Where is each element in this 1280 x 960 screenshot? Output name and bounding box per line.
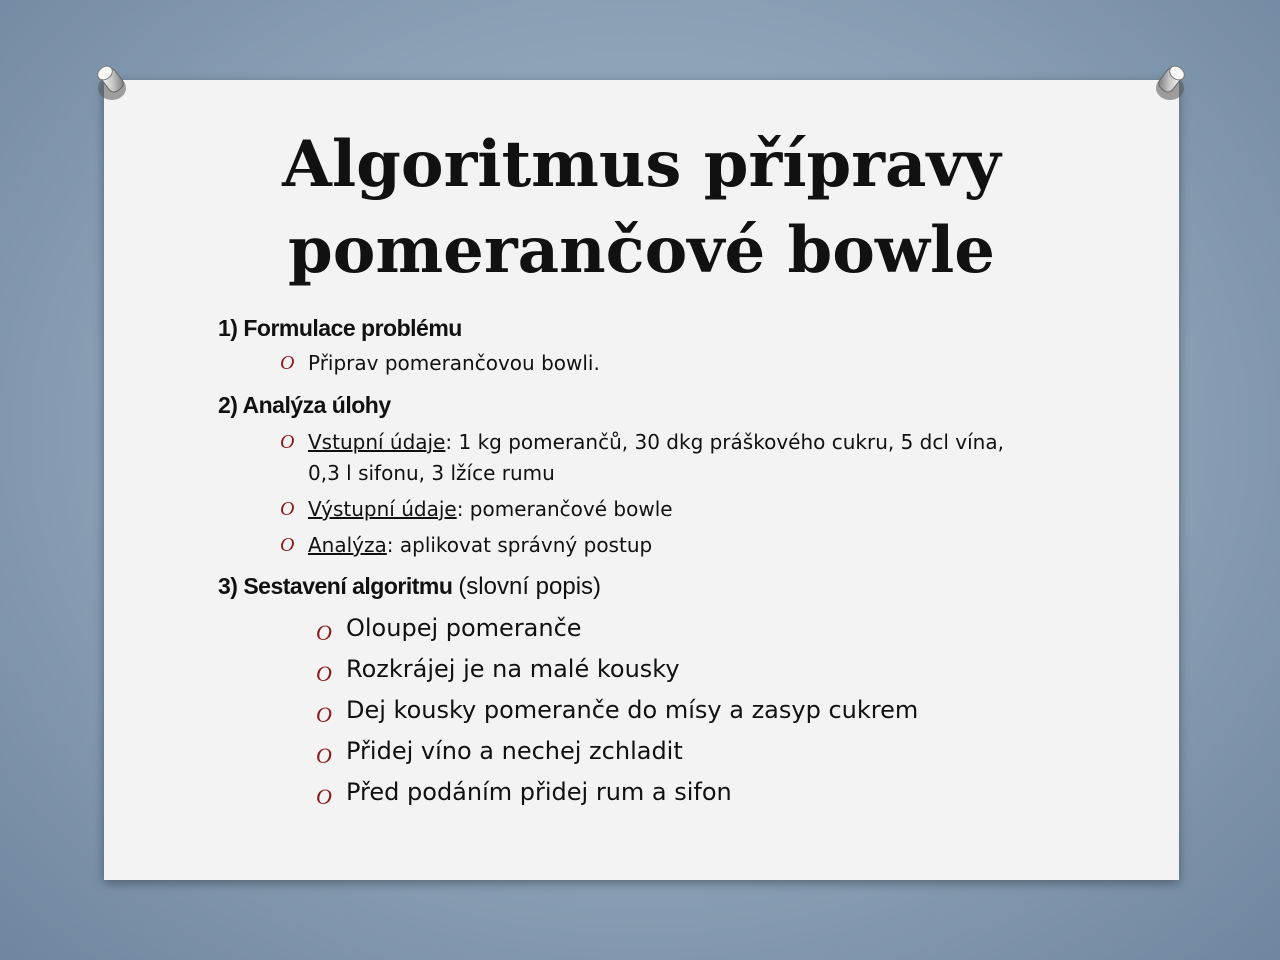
- problem-text: Připrav pomerančovou bowli.: [308, 351, 600, 375]
- step-item: [218, 690, 1138, 731]
- input-text-1: : 1 kg pomerančů, 30 dkg práškového cukru, 5 dcl vína,: [445, 430, 1004, 454]
- bullet-o-icon: O: [316, 743, 332, 768]
- section-heading-3-text: 3) Sestavení algoritmu: [218, 573, 453, 599]
- step-item: [218, 731, 1138, 772]
- bullet-o-icon: O: [280, 498, 295, 520]
- step-text: Před podáním přidej rum a sifon: [346, 778, 732, 806]
- title-line-1: Algoritmus přípravy: [282, 127, 1001, 202]
- analysis-text: : aplikovat správný postup: [386, 533, 653, 557]
- section-heading-1: [218, 308, 1138, 348]
- analysis-bullet: [218, 530, 1138, 561]
- step-text: Oloupej pomeranče: [346, 614, 582, 642]
- bullet-o-icon: O: [316, 784, 332, 809]
- section-heading-3: [218, 564, 1138, 608]
- problem-bullet: [218, 348, 1138, 379]
- slide-card: [104, 80, 1179, 880]
- input-text-2: 0,3 l sifonu, 3 lžíce rumu: [308, 461, 555, 485]
- section-heading-1-text: 1) Formulace problému: [218, 315, 462, 341]
- step-text: Dej kousky pomeranče do mísy a zasyp cukrem: [346, 696, 919, 724]
- input-bullet: [218, 427, 1138, 489]
- analysis-label: Analýza: [308, 533, 387, 557]
- bullet-o-icon: O: [316, 702, 332, 727]
- section-heading-3-suffix: (slovní popis): [458, 573, 602, 600]
- step-item: [218, 649, 1138, 690]
- bullet-o-icon: O: [280, 431, 295, 453]
- step-item: [218, 772, 1138, 813]
- slide-title: [104, 122, 1179, 294]
- section-heading-2-text: 2) Analýza úlohy: [218, 392, 391, 418]
- section-heading-2: [218, 383, 1138, 427]
- step-text: Přidej víno a nechej zchladit: [346, 737, 683, 765]
- pushpin-right-icon: [1150, 60, 1194, 104]
- step-item: [218, 608, 1138, 649]
- bullet-o-icon: O: [280, 534, 295, 556]
- input-label: Vstupní údaje: [308, 430, 446, 454]
- output-label: Výstupní údaje: [308, 497, 457, 521]
- title-line-2: pomerančové bowle: [288, 213, 995, 288]
- bullet-o-icon: O: [316, 661, 332, 686]
- output-bullet: [218, 494, 1138, 525]
- pushpin-left-icon: [88, 60, 132, 104]
- slide-content: [218, 308, 1138, 813]
- bullet-o-icon: O: [316, 620, 332, 645]
- bullet-o-icon: O: [280, 352, 295, 374]
- output-text: : pomerančové bowle: [456, 497, 673, 521]
- step-text: Rozkrájej je na malé kousky: [346, 655, 680, 683]
